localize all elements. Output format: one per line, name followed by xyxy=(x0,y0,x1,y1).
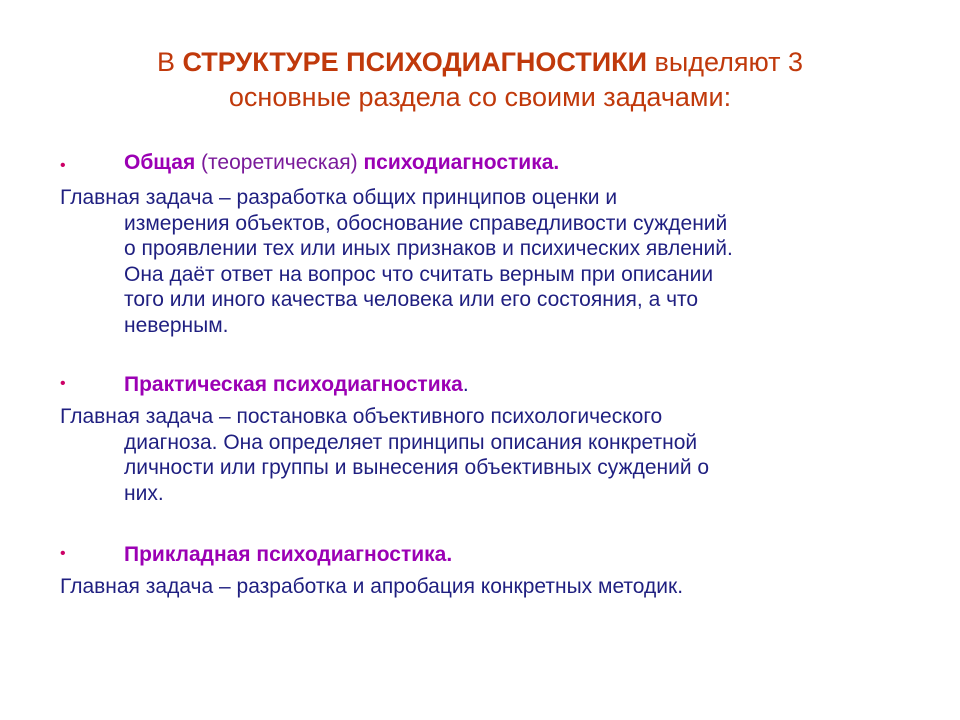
section-heading xyxy=(124,542,452,568)
body-line: Главная задача – разработка общих принципов оценки и xyxy=(60,186,618,209)
body-line: Главная задача – разработка и апробация конкретных методик. xyxy=(60,575,684,598)
section-body xyxy=(60,404,920,506)
body-line: того или иного качества человека или его состояния, а что xyxy=(124,288,699,311)
heading-bold: Практическая психодиагностика xyxy=(124,373,463,396)
slide-title xyxy=(60,45,900,115)
body-line: о проявлении тех или иных признаков и психических явлений. xyxy=(124,237,733,260)
body-line: измерения объектов, обоснование справедливости суждений xyxy=(124,211,728,235)
title-emphasis: СТРУКТУРЕ ПСИХОДИАГНОСТИКИ xyxy=(182,47,648,77)
title-suffix: выделяют 3 xyxy=(647,47,804,77)
heading-tail: . xyxy=(462,373,469,396)
heading-bold-2: психодиагностика. xyxy=(363,151,560,174)
bullet-icon: • xyxy=(60,545,66,562)
bullet-icon: • xyxy=(60,375,66,392)
body-line: Главная задача – постановка объективного психологического xyxy=(60,405,663,428)
section-body xyxy=(60,185,920,338)
heading-normal: (теоретическая) xyxy=(195,151,364,174)
section-heading xyxy=(124,372,469,398)
body-line: них. xyxy=(124,481,164,505)
body-line: личности или группы и вынесения объективных суждений о xyxy=(124,456,710,479)
section-body xyxy=(60,574,920,600)
heading-bold: Общая xyxy=(124,151,196,174)
title-prefix: В xyxy=(156,47,183,77)
title-line-2: основные раздела со своими задачами: xyxy=(228,82,732,112)
body-line: диагноза. Она определяет принципы описания конкретной xyxy=(124,430,698,454)
body-line: Она даёт ответ на вопрос что считать верным при описании xyxy=(124,262,714,286)
section-heading xyxy=(124,150,559,176)
body-line: неверным. xyxy=(124,313,229,337)
heading-bold: Прикладная психодиагностика. xyxy=(124,543,453,566)
bullet-icon: • xyxy=(60,157,66,174)
